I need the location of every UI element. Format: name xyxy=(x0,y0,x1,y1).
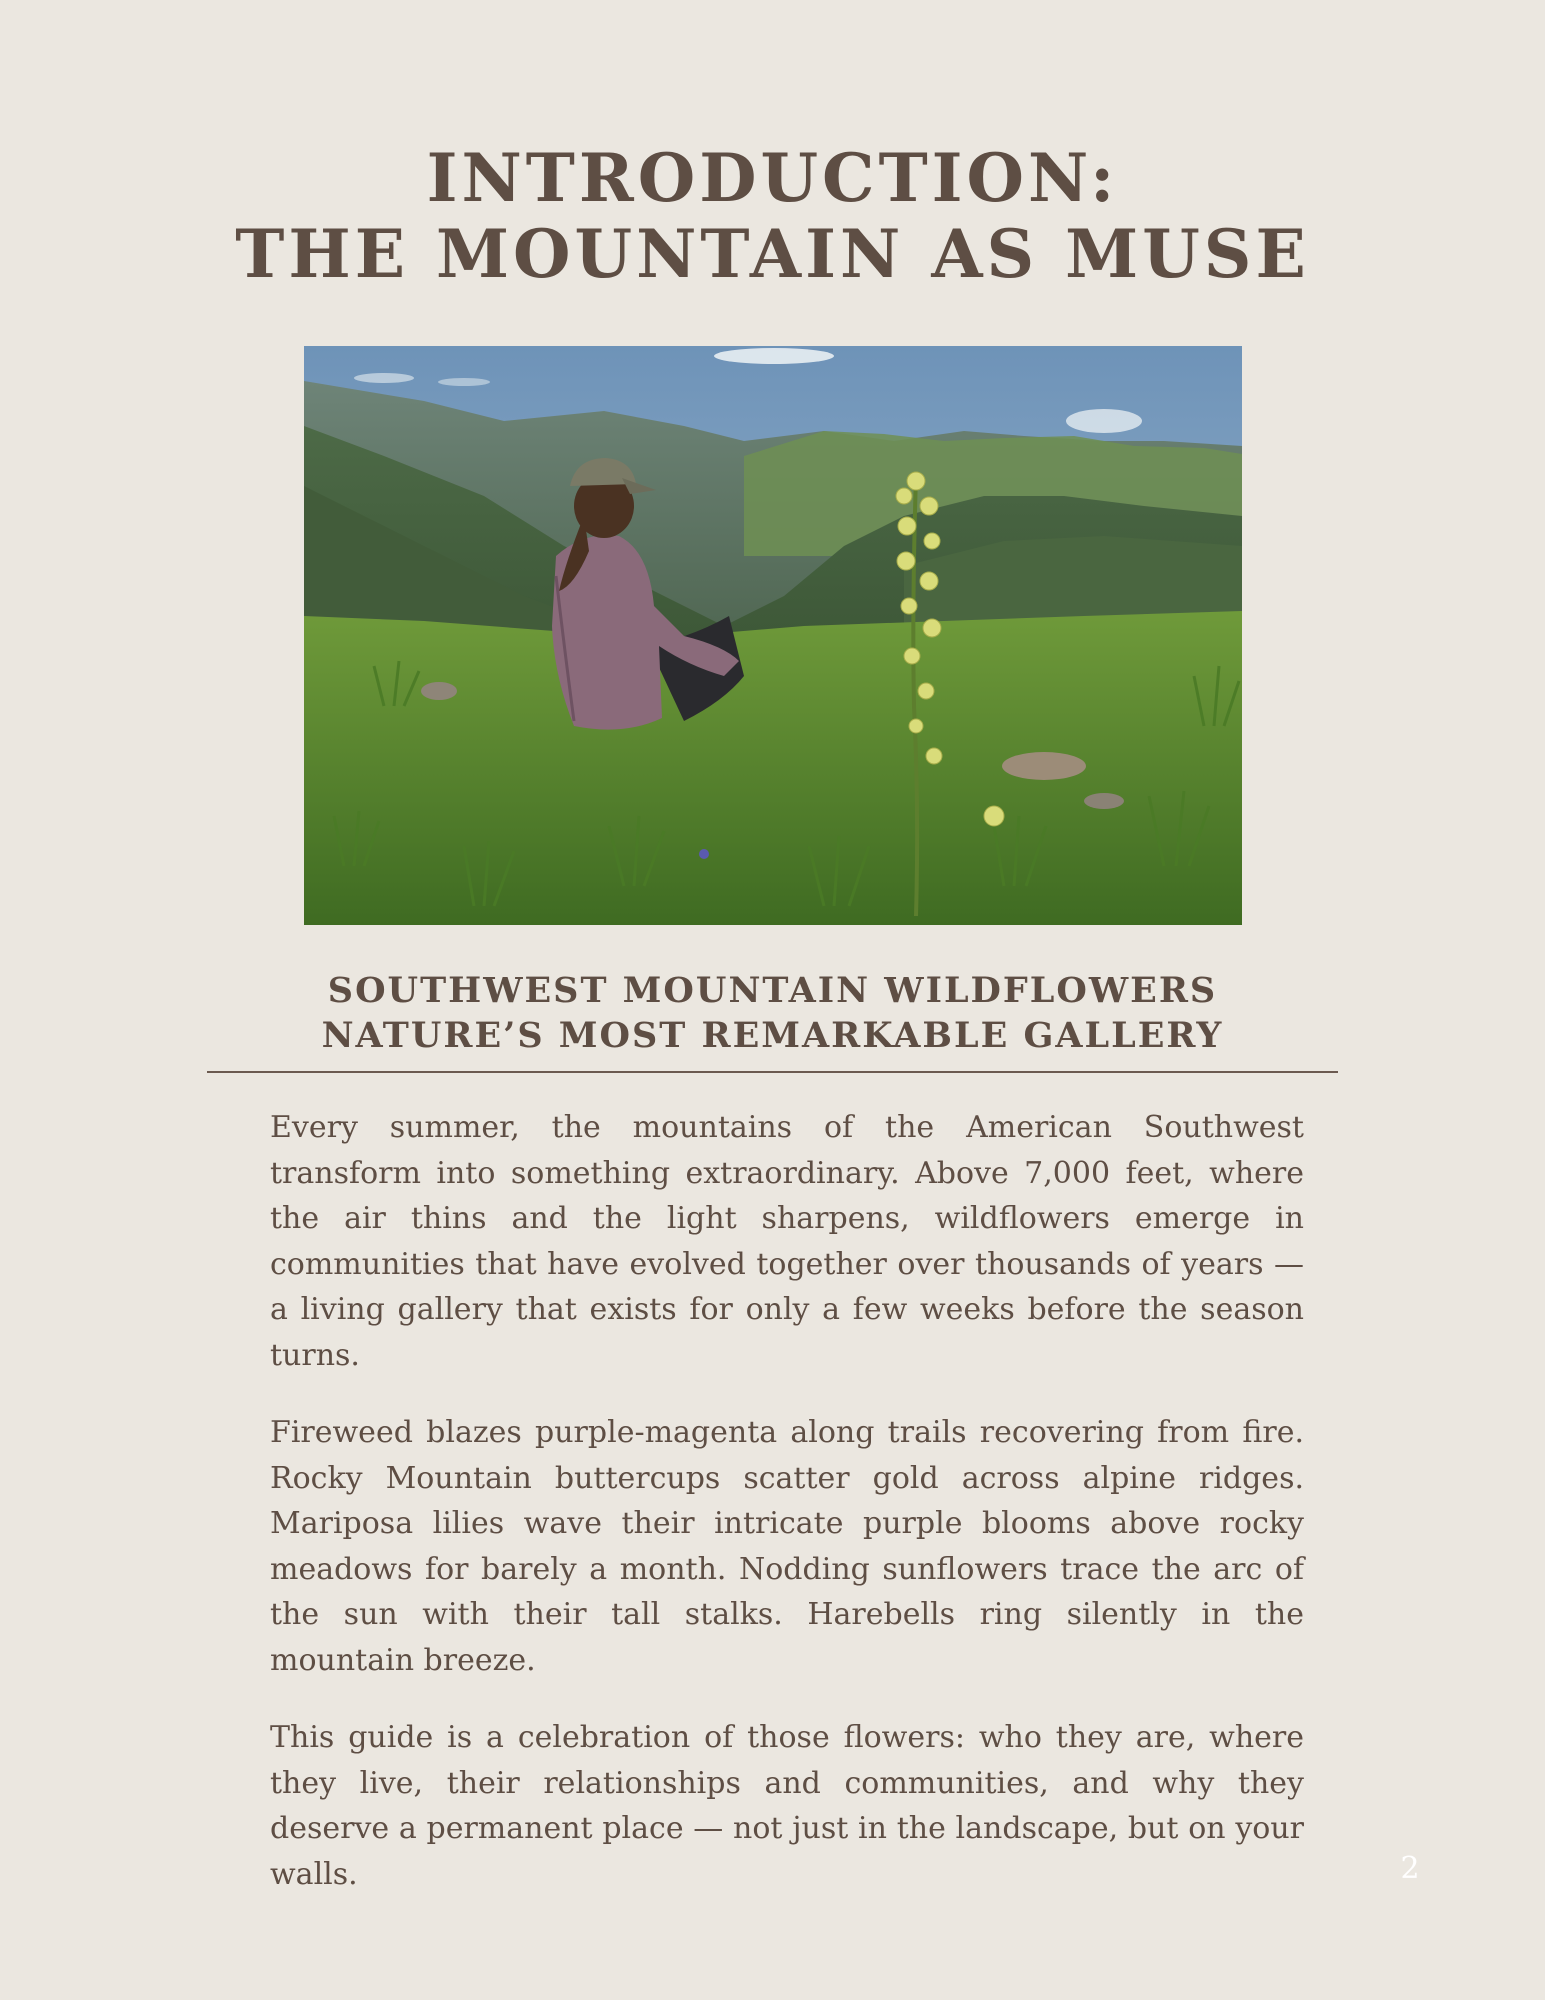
meadow xyxy=(304,611,1242,925)
body-text xyxy=(270,1105,1304,1929)
section-subtitle xyxy=(0,968,1545,1058)
page-title xyxy=(0,140,1545,292)
paragraph: Fireweed blazes purple-magenta along trails recovering from fire. Rocky Mountain buttercups scatter gold across alpine ridges. Mariposa lilies wave their intricate purple blooms above rocky meadows for barely a month. Nodding sunflowers trace the arc of the sun with their tall stalks. Harebells ring silently in the mountain breeze. xyxy=(270,1415,1304,1678)
page-number: 2 xyxy=(1400,1851,1420,1886)
page-title-line-2: THE MOUNTAIN AS MUSE xyxy=(235,215,1310,293)
section-subtitle-line-1: SOUTHWEST MOUNTAIN WILDFLOWERS xyxy=(327,970,1218,1011)
page-title-line-1: INTRODUCTION: xyxy=(426,139,1119,217)
rock xyxy=(1002,752,1086,780)
section-subtitle-line-2: NATURE’S MOST REMARKABLE GALLERY xyxy=(321,1015,1224,1056)
divider-rule xyxy=(207,1071,1338,1073)
paragraph: This guide is a celebration of those flowers: who they are, where they live, their relationships and communities, and why they deserve a permanent place — not just in the landscape, but on your walls. xyxy=(270,1720,1304,1892)
hero-photo xyxy=(304,346,1242,925)
paragraph: Every summer, the mountains of the American Southwest transform into something extraordinary. Above 7,000 feet, where the air thins and the light sharpens, wildflowers emerge in communities that have evolved together over thousands of years — a living gallery that exists for only a few weeks before the season turns. xyxy=(270,1110,1304,1373)
hero-photo-illustration xyxy=(304,346,1242,925)
